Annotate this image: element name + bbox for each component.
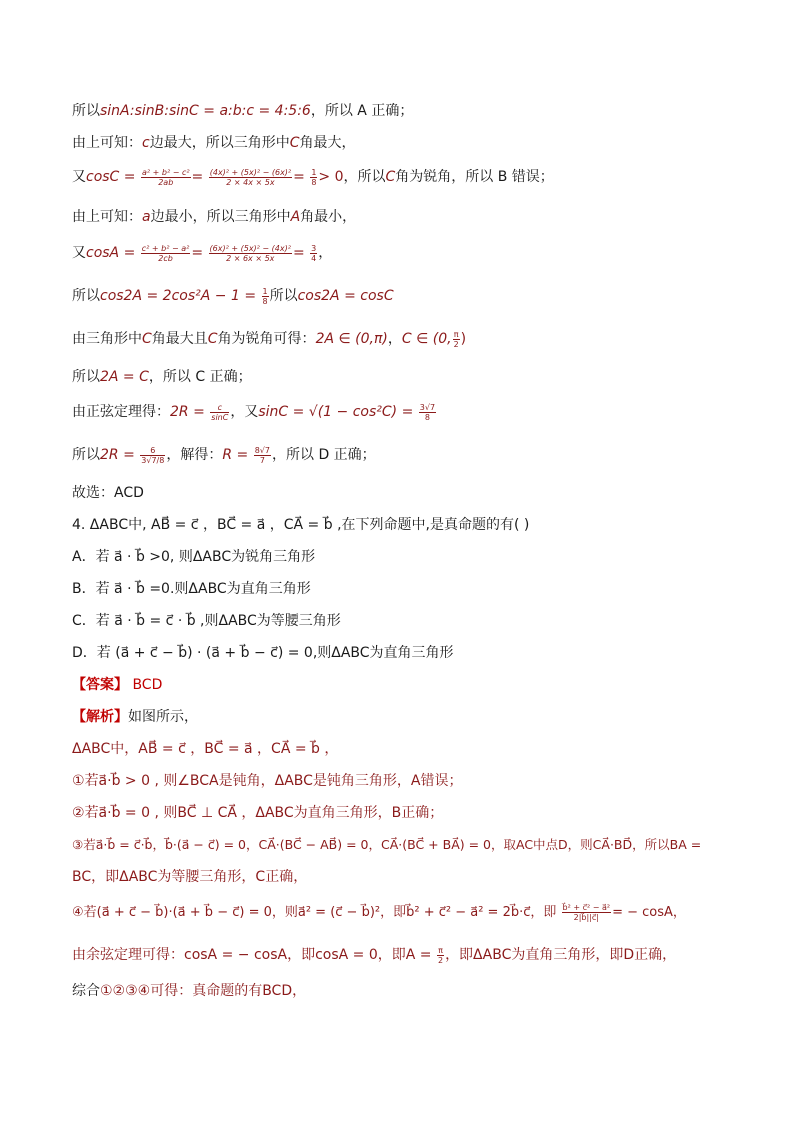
text: 可得：真命题的有BCD， xyxy=(150,983,307,999)
fraction-denominator: 4 xyxy=(311,253,317,263)
fraction-numerator: (4x)² + (5x)² − (6x)² xyxy=(209,167,292,177)
fraction xyxy=(140,446,165,465)
analysis-step-0 xyxy=(72,738,732,760)
solution-line-1 xyxy=(72,100,732,122)
solution-line-4 xyxy=(72,206,732,228)
text: 由三角形中 xyxy=(72,331,142,347)
circled-number: ④ xyxy=(72,905,84,920)
fraction xyxy=(453,330,460,349)
text: 角为锐角可得： xyxy=(217,331,316,347)
circled-number: ① xyxy=(72,773,85,789)
answer-label: 【答案】 xyxy=(72,677,128,693)
fraction-numerator: π xyxy=(438,945,443,955)
text: 所以 xyxy=(72,288,100,304)
text: ， xyxy=(387,331,402,347)
text: ，解得： xyxy=(166,447,223,463)
fraction-numerator: a² + b² − c² xyxy=(141,167,190,177)
fraction-denominator: 8 xyxy=(311,177,317,187)
text: ，即ΔABC为直角三角形，即D正确， xyxy=(445,947,677,963)
text: D．若 (a⃗ + c⃗ − b⃗) · (a⃗ + b⃗ − c⃗) = 0,则ΔABC为直角三角形 xyxy=(72,645,454,661)
fraction-denominator: 2|b⃗||c⃗| xyxy=(573,913,599,922)
analysis-label: 【解析】 xyxy=(72,709,128,725)
fraction xyxy=(209,168,292,187)
text: = − cosA， xyxy=(612,905,686,920)
fraction xyxy=(141,244,191,263)
analysis-step-1 xyxy=(72,770,732,792)
fraction xyxy=(262,287,269,306)
question-4-stem xyxy=(72,514,732,536)
math: cos2A = cosC xyxy=(297,288,394,304)
fraction-numerator: 3√7 xyxy=(419,402,436,412)
solution-line-2 xyxy=(72,132,732,154)
text: ， xyxy=(318,245,333,261)
text: 又 xyxy=(72,169,86,185)
text: 由上可知： xyxy=(72,135,142,151)
fraction-denominator: 2cb xyxy=(158,253,173,263)
fraction-numerator: 3 xyxy=(311,243,317,253)
fraction xyxy=(419,403,436,422)
solution-line-10 xyxy=(72,444,732,466)
math: > 0 xyxy=(318,169,344,185)
text: 所以 xyxy=(72,103,100,119)
fraction-numerator: 1 xyxy=(262,286,268,296)
text: ，所以 A 正确； xyxy=(310,103,414,119)
math: 2R = xyxy=(100,447,135,463)
fraction-numerator: b⃗² + c⃗² − a⃗² xyxy=(562,903,611,912)
text: BC，即ΔABC为等腰三角形，C正确， xyxy=(72,869,308,885)
fraction-numerator: π xyxy=(453,329,459,339)
text: ，所以 xyxy=(343,169,386,185)
fraction-numerator: 6 xyxy=(140,446,165,456)
math: 2R = xyxy=(170,404,205,420)
text: 若a⃗·b⃗ > 0 , 则∠BCA是钝角，ΔABC是钝角三角形，A错误； xyxy=(84,773,463,789)
text: ，所以 C 正确； xyxy=(148,369,252,385)
text: 4. ΔABC中, AB⃗ = c⃗ ，BC⃗ = a⃗ ，CA⃗ = b⃗ ,在下列命题中,是真命题的有( ) xyxy=(72,517,530,533)
option-d xyxy=(72,642,732,664)
math: A xyxy=(290,209,301,225)
math: cos2A = 2cos²A − 1 = xyxy=(100,288,257,304)
fraction xyxy=(310,244,317,263)
solution-line-5: 又cosA = $\frac{\text{c² + b² − a²}}{2cb}$ = $\frac{\text{(6x)² + (5x)² − (4x)²}}{2 \times 6x \times 5x}$ = $\frac{3}{4}$ ， xyxy=(72,243,333,263)
analysis-step-5 xyxy=(72,944,732,966)
math: C xyxy=(385,169,396,185)
fraction-denominator: 2 × 4x × 5x xyxy=(226,177,275,187)
fraction xyxy=(210,403,229,422)
fraction-denominator: 8 xyxy=(262,296,268,306)
fraction-numerator: 1 xyxy=(311,167,317,177)
solution-line-6 xyxy=(72,285,732,307)
text: ，所以 D 正确； xyxy=(272,447,376,463)
analysis-step-4 xyxy=(72,902,732,924)
math: C xyxy=(142,331,152,347)
solution-conclusion xyxy=(72,482,732,504)
fraction xyxy=(254,446,271,465)
fraction-numerator: 8√7 xyxy=(254,445,270,455)
fraction xyxy=(310,168,317,187)
math: 2A = C xyxy=(100,369,149,385)
text: 角最大且 xyxy=(151,331,208,347)
fraction xyxy=(562,903,612,922)
math: cosC = xyxy=(86,169,136,185)
answer-value: BCD xyxy=(132,677,163,693)
option-b xyxy=(72,578,732,600)
fraction-denominator: sinC xyxy=(211,412,229,422)
fraction-denominator: 7 xyxy=(259,455,265,465)
solution-line-3: 又cosC = $\frac{\text{a² + b² − c²}}{2ab}$ = $\frac{\text{(4x)² + (5x)² − (6x)²}}{2 \times 4x \times 5x}$ = $\frac{1}{8}$ > 0，所以C角为锐角，所以 B 错误； xyxy=(72,167,554,187)
fraction-numerator: c² + b² − a² xyxy=(141,243,190,253)
text: 由余弦定理可得：cosA = − cosA，即cosA = 0，即A = xyxy=(72,947,432,963)
math: sinA:sinB:sinC = a:b:c = 4:5:6 xyxy=(100,103,311,119)
text: 如图所示， xyxy=(128,709,198,725)
text: 角最小， xyxy=(300,209,357,225)
text: 若(a⃗ + c⃗ − b⃗)·(a⃗ + b⃗ − c⃗) = 0，则a⃗² = (c⃗ − b⃗)²，即b⃗² + c⃗² − a⃗² = 2b⃗·c⃗，即 xyxy=(83,905,557,920)
text: C．若 a⃗ · b⃗ = c⃗ · b⃗ ,则ΔABC为等腰三角形 xyxy=(72,613,341,629)
solution-line-8 xyxy=(72,366,732,388)
math: sinC = √(1 − cos²C) = xyxy=(258,404,414,420)
text: 又 xyxy=(72,245,86,261)
text: 边最小，所以三角形中 xyxy=(150,209,291,225)
text: 若a⃗·b⃗ = 0 , 则BC⃗ ⊥ CA⃗ ，ΔABC为直角三角形，B正确； xyxy=(84,805,444,821)
solution-line-9 xyxy=(72,401,732,423)
fraction xyxy=(141,168,191,187)
math: 2A ∈ (0,π) xyxy=(315,331,388,347)
fraction-denominator: 8 xyxy=(424,412,430,422)
text: 角为锐角，所以 B 错误； xyxy=(395,169,554,185)
fraction-numerator: (6x)² + (5x)² − (4x)² xyxy=(209,243,291,253)
fraction-numerator: c xyxy=(210,403,229,413)
circled-number: ③ xyxy=(72,837,84,852)
circled-number: ② xyxy=(72,805,85,821)
answer-line xyxy=(72,674,732,696)
text: 由正弦定理得： xyxy=(72,404,170,420)
fraction-denominator: 2 xyxy=(453,339,459,349)
circled-numbers: ①②③④ xyxy=(100,983,151,999)
option-c xyxy=(72,610,732,632)
fraction xyxy=(437,946,444,965)
text: 所以 xyxy=(269,288,298,304)
text: ΔABC中，AB⃗ = c⃗ ，BC⃗ = a⃗ ，CA⃗ = b⃗ ， xyxy=(72,741,339,757)
text: 边最大，所以三角形中 xyxy=(149,135,290,151)
fraction-denominator: 3√7/8 xyxy=(141,455,165,465)
option-a xyxy=(72,546,732,568)
analysis-step-2 xyxy=(72,802,732,824)
math: C ∈ (0, xyxy=(401,331,452,347)
analysis-step-3-cont xyxy=(72,866,732,888)
fraction xyxy=(209,244,292,263)
math: a xyxy=(142,209,151,225)
text: ，又 xyxy=(230,404,259,420)
fraction-denominator: 2 xyxy=(437,955,444,965)
text: B．若 a⃗ · b⃗ =0.则ΔABC为直角三角形 xyxy=(72,581,311,597)
analysis-summary xyxy=(72,980,732,1002)
fraction-denominator: 2ab xyxy=(158,177,174,187)
text: 综合 xyxy=(72,983,100,999)
math: cosA = xyxy=(86,245,136,261)
text: 所以 xyxy=(72,369,100,385)
math: C xyxy=(207,331,218,347)
math: C xyxy=(289,135,300,151)
text: 所以 xyxy=(72,447,100,463)
analysis-step-3 xyxy=(72,834,732,856)
text: 角最大， xyxy=(299,135,356,151)
math: R = xyxy=(222,447,249,463)
text: 若a⃗·b⃗ = c⃗·b⃗，b⃗·(a⃗ − c⃗) = 0，CA⃗·(BC⃗ − AB⃗) = 0，CA⃗·(BC⃗ + BA⃗) = 0，取AC中点D，则CA⃗·BD⃗，所以BA = xyxy=(83,837,702,852)
analysis-line xyxy=(72,706,732,728)
text: A．若 a⃗ · b⃗ >0, 则ΔABC为锐角三角形 xyxy=(72,549,316,565)
math: c xyxy=(142,135,150,151)
text: 由上可知： xyxy=(72,209,142,225)
text: 故选：ACD xyxy=(72,485,144,501)
math: ) xyxy=(460,331,467,347)
solution-line-7 xyxy=(72,328,732,350)
fraction-denominator: 2 × 6x × 5x xyxy=(226,253,275,263)
